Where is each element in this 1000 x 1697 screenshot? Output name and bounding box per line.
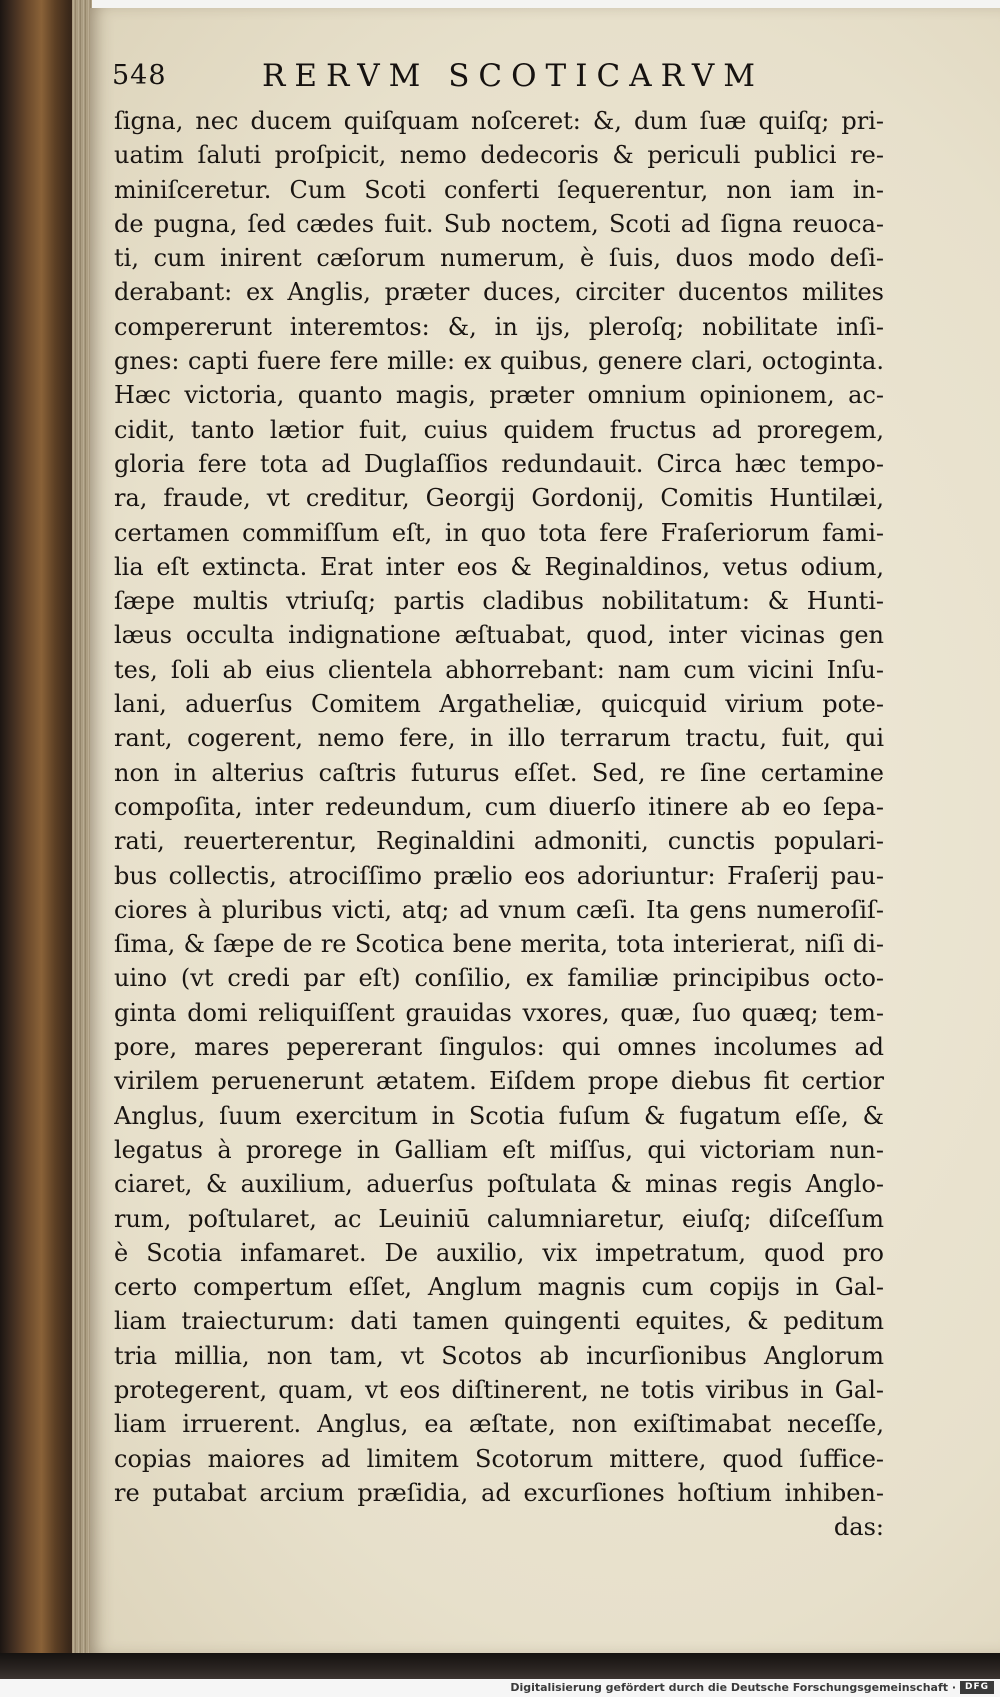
text-line: compererunt interemtos: &, in ijs, pleroſq; nobilitate inſi- — [114, 312, 884, 341]
page-header — [112, 48, 812, 98]
text-line: de pugna, ſed cædes fuit. Sub noctem, Scoti ad ſigna reuoca- — [114, 209, 884, 238]
text-line: Anglus, ſuum exercitum in Scotia fuſum & fugatum eſſe, & — [114, 1101, 884, 1130]
text-line: lia eſt extincta. Erat inter eos & Reginaldinos, vetus odium, — [114, 552, 884, 581]
text-line: læus occulta indignatione æſtuabat, quod, inter vicinas gen — [114, 621, 884, 650]
text-line: certamen commiſſum eſt, in quo tota fere Fraſeriorum fami- — [114, 518, 884, 547]
text-line: compoſita, inter redeundum, cum diuerſo itinere ab eo ſepa- — [114, 792, 884, 821]
text-line: ginta domi reliquiſſent grauidas vxores, quæ, ſuo quæq; tem- — [114, 998, 884, 1027]
text-line: uatim ſaluti proſpicit, nemo dedecoris & periculi publici re- — [114, 141, 884, 170]
text-line: miniſceretur. Cum Scoti conferti ſequerentur, non iam in- — [114, 175, 884, 204]
text-line: ciores à pluribus victi, atq; ad vnum cæſi. Ita gens numeroſiſ- — [114, 895, 884, 924]
text-line: rum, poſtularet, ac Leuiniū calumniaretur, eiuſq; diſceſſum — [114, 1204, 884, 1233]
text-line: ciaret, & auxilium, aduerſus poſtulata & minas regis Anglo- — [114, 1170, 884, 1199]
text-line: copias maiores ad limitem Scotorum mittere, quod ſuffice- — [114, 1444, 884, 1473]
text-line: lani, aduerſus Comitem Argatheliæ, quicquid virium pote- — [114, 690, 884, 719]
text-line: gnes: capti fuere fere mille: ex quibus, genere clari, octoginta. — [114, 347, 884, 376]
text-line: tria millia, non tam, vt Scotos ab incurſionibus Anglorum — [114, 1341, 884, 1370]
text-line: ſigna, nec ducem quiſquam noſceret: &, dum ſuæ quiſq; pri- — [114, 107, 884, 135]
text-line: re putabat arcium præſidia, ad excurſiones hoſtium inhiben- — [114, 1478, 884, 1507]
text-line: derabant: ex Anglis, præter duces, circiter ducentos milites — [114, 278, 884, 307]
text-line: certo compertum eſſet, Anglum magnis cum copijs in Gal- — [114, 1273, 884, 1302]
text-line: Hæc victoria, quanto magis, præter omnium opinionem, ac- — [114, 381, 884, 410]
funding-credit: Digitalisierung gefördert durch die Deutsche Forschungsgemeinschaft · — [510, 1681, 956, 1694]
book-binding-edge — [0, 0, 92, 1660]
text-line: das: — [833, 1513, 884, 1542]
footer-bar — [0, 1679, 1000, 1697]
text-line: virilem peruenerunt ætatem. Eiſdem prope diebus fit certior — [114, 1067, 884, 1096]
text-line: bus collectis, atrociſſimo prælio eos adoriuntur: Fraſerij pau- — [114, 861, 884, 890]
text-line: uino (vt credi par eſt) conſilio, ex familiæ principibus octo- — [114, 964, 884, 993]
text-line: è Scotia infamaret. De auxilio, vix impetratum, quod pro — [114, 1238, 884, 1267]
text-line: ſæpe multis vtriuſq; partis cladibus nobilitatum: & Hunti- — [114, 587, 884, 616]
text-line: ſima, & ſæpe de re Scotica bene merita, tota interierat, niſi di- — [114, 930, 884, 959]
text-line: pore, mares pepererant ſingulos: qui omnes incolumes ad — [114, 1033, 884, 1062]
text-line: protegerent, quam, vt eos diſtinerent, ne totis viribus in Gal- — [114, 1375, 884, 1404]
text-line: ti, cum inirent cæſorum numerum, è ſuis, duos modo deſi- — [114, 244, 884, 273]
page-number: 548 — [112, 60, 167, 91]
text-line: rati, reuerterentur, Reginaldini admoniti, cunctis populari- — [114, 827, 884, 856]
text-line: rant, cogerent, nemo fere, in illo terrarum tractu, fuit, qui — [114, 724, 884, 753]
text-line: gloria fere tota ad Duglaſſios redundauit. Circa hæc tempo- — [114, 449, 884, 478]
text-line: liam irruerent. Anglus, ea æſtate, non exiſtimabat neceſſe, — [114, 1410, 884, 1439]
scan-bottom-edge — [0, 1653, 1000, 1679]
text-line: liam traiecturum: dati tamen quingenti equites, & peditum — [114, 1307, 884, 1336]
text-line: legatus à prorege in Galliam eſt miſſus, qui victoriam nun- — [114, 1135, 884, 1164]
body-text — [114, 104, 884, 1544]
text-line: cidit, tanto lætior fuit, cuius quidem fructus ad proregem, — [114, 415, 884, 444]
text-line: non in alterius caſtris futurus eſſet. Sed, re ſine certamine — [114, 758, 884, 787]
running-head: RERVM SCOTICARVM — [262, 58, 764, 94]
text-line: tes, ſoli ab eius clientela abhorrebant: nam cum vicini Inſu- — [114, 655, 884, 684]
text-line: ra, fraude, vt creditur, Georgij Gordonij, Comitis Huntilæi, — [114, 484, 884, 513]
dfg-logo-icon: DFG — [960, 1681, 994, 1694]
